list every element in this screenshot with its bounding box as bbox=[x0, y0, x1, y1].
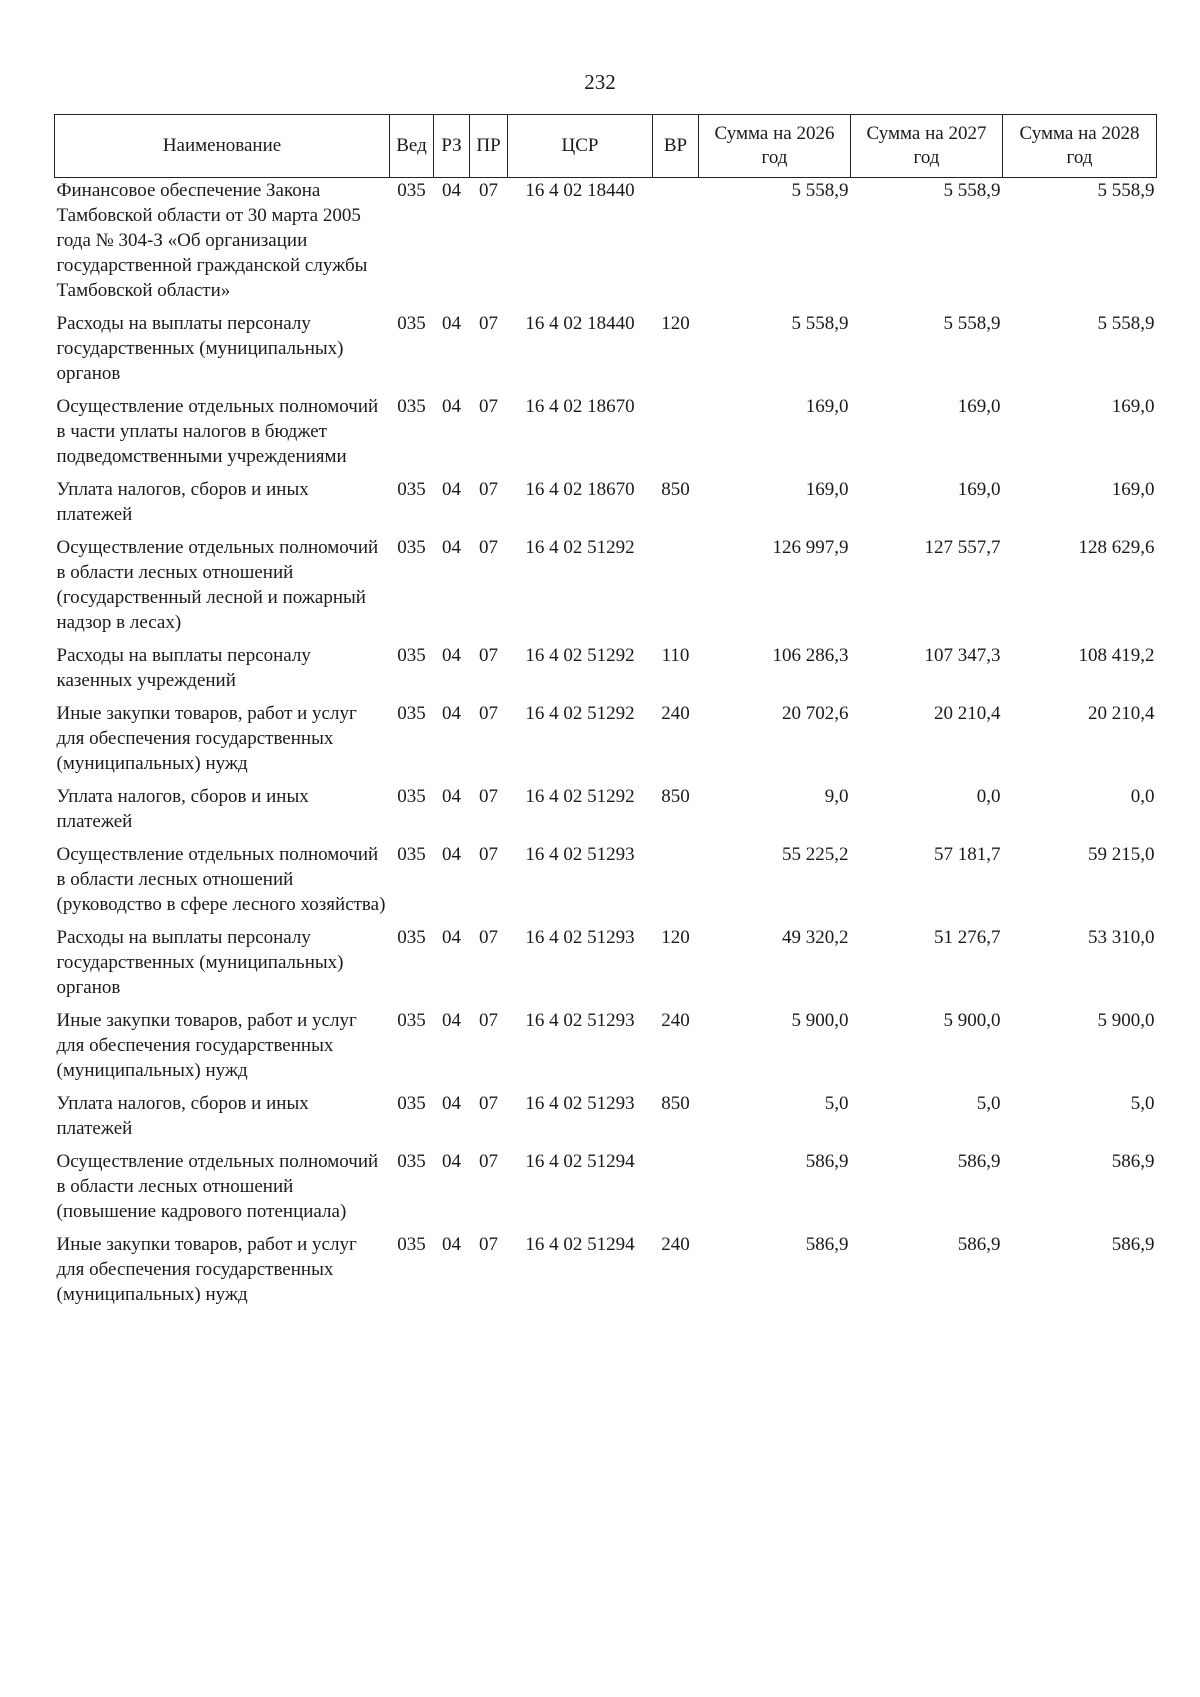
cell-name: Финансовое обеспечение Закона Тамбовской области от 30 марта 2005 года № 304-З «Об организации государственной гражданской службы Тамбовской области» bbox=[56, 180, 368, 301]
cell-sum-2027: 5 558,9 bbox=[943, 180, 1001, 201]
table-row bbox=[55, 925, 1157, 1008]
cell-rz: 04 bbox=[442, 786, 461, 807]
cell-csr: 16 4 02 51293 bbox=[525, 927, 635, 948]
table-body bbox=[55, 178, 1157, 1316]
cell-sum-2027: 20 210,4 bbox=[934, 703, 1001, 724]
cell-ved: 035 bbox=[397, 537, 426, 558]
cell-sum-2028: 59 215,0 bbox=[1088, 844, 1155, 865]
cell-ved: 035 bbox=[397, 313, 426, 334]
cell-ved: 035 bbox=[397, 1010, 426, 1031]
table-row bbox=[55, 784, 1157, 842]
cell-sum-2026: 5 558,9 bbox=[791, 180, 849, 201]
header-sum-2027: Сумма на 2027 год bbox=[851, 115, 1003, 178]
cell-csr: 16 4 02 18440 bbox=[525, 313, 635, 334]
cell-rz: 04 bbox=[442, 1151, 461, 1172]
cell-pr: 07 bbox=[479, 396, 498, 417]
cell-sum-2027: 57 181,7 bbox=[934, 844, 1001, 865]
header-ved: Вед bbox=[390, 115, 434, 178]
cell-sum-2026: 106 286,3 bbox=[772, 645, 849, 666]
cell-pr: 07 bbox=[479, 180, 498, 201]
cell-sum-2028: 5 558,9 bbox=[1097, 313, 1155, 334]
cell-rz: 04 bbox=[442, 1093, 461, 1114]
cell-ved: 035 bbox=[397, 180, 426, 201]
cell-sum-2028: 0,0 bbox=[1130, 786, 1155, 807]
cell-name: Иные закупки товаров, работ и услуг для обеспечения государственных (муниципальных) нужд bbox=[56, 703, 357, 774]
cell-rz: 04 bbox=[442, 1234, 461, 1255]
cell-name: Осуществление отдельных полномочий в области лесных отношений (государственный лесной и пожарный надзор в лесах) bbox=[56, 537, 379, 633]
cell-sum-2028: 586,9 bbox=[1111, 1151, 1155, 1172]
table-row bbox=[55, 535, 1157, 643]
cell-csr: 16 4 02 18670 bbox=[525, 396, 635, 417]
cell-rz: 04 bbox=[442, 703, 461, 724]
cell-rz: 04 bbox=[442, 1010, 461, 1031]
cell-sum-2028: 5 900,0 bbox=[1097, 1010, 1155, 1031]
cell-sum-2026: 55 225,2 bbox=[782, 844, 849, 865]
header-vr: ВР bbox=[653, 115, 699, 178]
cell-sum-2026: 5,0 bbox=[824, 1093, 849, 1114]
cell-pr: 07 bbox=[479, 313, 498, 334]
cell-rz: 04 bbox=[442, 927, 461, 948]
header-rz: РЗ bbox=[434, 115, 470, 178]
table-row bbox=[55, 178, 1157, 312]
cell-vr bbox=[653, 535, 699, 643]
cell-sum-2027: 0,0 bbox=[976, 786, 1001, 807]
cell-vr: 110 bbox=[661, 645, 690, 666]
cell-sum-2028: 169,0 bbox=[1111, 396, 1155, 417]
cell-name: Осуществление отдельных полномочий в области лесных отношений (повышение кадрового потенциала) bbox=[56, 1151, 379, 1222]
cell-rz: 04 bbox=[442, 313, 461, 334]
cell-sum-2027: 169,0 bbox=[957, 479, 1001, 500]
cell-sum-2028: 5,0 bbox=[1130, 1093, 1155, 1114]
header-csr: ЦСР bbox=[508, 115, 653, 178]
header-sum-2026: Сумма на 2026 год bbox=[699, 115, 851, 178]
cell-vr bbox=[653, 842, 699, 925]
cell-pr: 07 bbox=[479, 1010, 498, 1031]
cell-name: Осуществление отдельных полномочий в области лесных отношений (руководство в сфере лесного хозяйства) bbox=[56, 844, 386, 915]
cell-sum-2026: 586,9 bbox=[805, 1151, 849, 1172]
cell-csr: 16 4 02 51294 bbox=[525, 1151, 635, 1172]
cell-sum-2027: 586,9 bbox=[957, 1151, 1001, 1172]
cell-sum-2028: 128 629,6 bbox=[1078, 537, 1155, 558]
cell-pr: 07 bbox=[479, 479, 498, 500]
cell-vr: 240 bbox=[661, 1234, 690, 1255]
cell-pr: 07 bbox=[479, 1234, 498, 1255]
cell-vr: 240 bbox=[661, 1010, 690, 1031]
cell-pr: 07 bbox=[479, 703, 498, 724]
cell-sum-2026: 20 702,6 bbox=[782, 703, 849, 724]
cell-pr: 07 bbox=[479, 537, 498, 558]
cell-sum-2027: 127 557,7 bbox=[924, 537, 1001, 558]
cell-ved: 035 bbox=[397, 703, 426, 724]
table-row bbox=[55, 842, 1157, 925]
table-row bbox=[55, 1091, 1157, 1149]
cell-vr bbox=[653, 178, 699, 312]
cell-sum-2026: 126 997,9 bbox=[772, 537, 849, 558]
cell-ved: 035 bbox=[397, 645, 426, 666]
cell-sum-2027: 5 558,9 bbox=[943, 313, 1001, 334]
cell-ved: 035 bbox=[397, 844, 426, 865]
cell-rz: 04 bbox=[442, 645, 461, 666]
cell-sum-2026: 9,0 bbox=[824, 786, 849, 807]
cell-name: Иные закупки товаров, работ и услуг для обеспечения государственных (муниципальных) нужд bbox=[56, 1010, 357, 1081]
cell-vr: 240 bbox=[661, 703, 690, 724]
cell-sum-2027: 5 900,0 bbox=[943, 1010, 1001, 1031]
cell-rz: 04 bbox=[442, 180, 461, 201]
cell-pr: 07 bbox=[479, 927, 498, 948]
cell-csr: 16 4 02 51293 bbox=[525, 844, 635, 865]
cell-name: Расходы на выплаты персоналу казенных учреждений bbox=[56, 645, 311, 691]
cell-pr: 07 bbox=[479, 645, 498, 666]
table-row bbox=[55, 394, 1157, 477]
cell-sum-2028: 586,9 bbox=[1111, 1234, 1155, 1255]
cell-sum-2028: 20 210,4 bbox=[1088, 703, 1155, 724]
cell-ved: 035 bbox=[397, 479, 426, 500]
cell-sum-2028: 169,0 bbox=[1111, 479, 1155, 500]
cell-sum-2027: 107 347,3 bbox=[924, 645, 1001, 666]
header-sum-2028: Сумма на 2028 год bbox=[1003, 115, 1157, 178]
cell-vr: 120 bbox=[661, 927, 690, 948]
cell-name: Уплата налогов, сборов и иных платежей bbox=[56, 1093, 309, 1139]
cell-sum-2026: 169,0 bbox=[805, 479, 849, 500]
cell-vr: 850 bbox=[661, 479, 690, 500]
cell-sum-2026: 586,9 bbox=[805, 1234, 849, 1255]
cell-ved: 035 bbox=[397, 396, 426, 417]
cell-vr bbox=[653, 394, 699, 477]
cell-sum-2026: 49 320,2 bbox=[782, 927, 849, 948]
cell-vr: 120 bbox=[661, 313, 690, 334]
cell-csr: 16 4 02 18670 bbox=[525, 479, 635, 500]
cell-ved: 035 bbox=[397, 786, 426, 807]
cell-csr: 16 4 02 51293 bbox=[525, 1093, 635, 1114]
cell-csr: 16 4 02 51292 bbox=[525, 537, 635, 558]
table-row bbox=[55, 1008, 1157, 1091]
cell-sum-2027: 586,9 bbox=[957, 1234, 1001, 1255]
cell-sum-2027: 51 276,7 bbox=[934, 927, 1001, 948]
cell-name: Расходы на выплаты персоналу государственных (муниципальных) органов bbox=[56, 927, 344, 998]
cell-ved: 035 bbox=[397, 1093, 426, 1114]
cell-vr bbox=[653, 1149, 699, 1232]
cell-sum-2026: 5 900,0 bbox=[791, 1010, 849, 1031]
table-row bbox=[55, 477, 1157, 535]
cell-name: Иные закупки товаров, работ и услуг для обеспечения государственных (муниципальных) нужд bbox=[56, 1234, 357, 1305]
table-row bbox=[55, 311, 1157, 394]
cell-ved: 035 bbox=[397, 927, 426, 948]
cell-pr: 07 bbox=[479, 786, 498, 807]
cell-ved: 035 bbox=[397, 1151, 426, 1172]
header-name: Наименование bbox=[55, 115, 390, 178]
cell-csr: 16 4 02 51292 bbox=[525, 786, 635, 807]
cell-pr: 07 bbox=[479, 844, 498, 865]
cell-name: Уплата налогов, сборов и иных платежей bbox=[56, 479, 309, 525]
cell-name: Расходы на выплаты персоналу государственных (муниципальных) органов bbox=[56, 313, 344, 384]
cell-csr: 16 4 02 51294 bbox=[525, 1234, 635, 1255]
table-row bbox=[55, 643, 1157, 701]
cell-rz: 04 bbox=[442, 537, 461, 558]
table-row bbox=[55, 701, 1157, 784]
page-number: 232 bbox=[584, 70, 616, 94]
cell-sum-2026: 169,0 bbox=[805, 396, 849, 417]
cell-sum-2028: 5 558,9 bbox=[1097, 180, 1155, 201]
cell-rz: 04 bbox=[442, 479, 461, 500]
cell-pr: 07 bbox=[479, 1093, 498, 1114]
cell-sum-2027: 169,0 bbox=[957, 396, 1001, 417]
cell-name: Уплата налогов, сборов и иных платежей bbox=[56, 786, 309, 832]
cell-name: Осуществление отдельных полномочий в части уплаты налогов в бюджет подведомственными учреждениями bbox=[56, 396, 379, 467]
table-header-row bbox=[55, 115, 1157, 178]
table-row bbox=[55, 1149, 1157, 1232]
cell-rz: 04 bbox=[442, 844, 461, 865]
cell-csr: 16 4 02 51292 bbox=[525, 645, 635, 666]
cell-pr: 07 bbox=[479, 1151, 498, 1172]
header-pr: ПР bbox=[470, 115, 508, 178]
cell-sum-2028: 53 310,0 bbox=[1088, 927, 1155, 948]
cell-ved: 035 bbox=[397, 1234, 426, 1255]
cell-csr: 16 4 02 51292 bbox=[525, 703, 635, 724]
table-row bbox=[55, 1232, 1157, 1315]
cell-csr: 16 4 02 51293 bbox=[525, 1010, 635, 1031]
cell-vr: 850 bbox=[661, 786, 690, 807]
cell-sum-2026: 5 558,9 bbox=[791, 313, 849, 334]
cell-sum-2028: 108 419,2 bbox=[1078, 645, 1155, 666]
cell-vr: 850 bbox=[661, 1093, 690, 1114]
cell-rz: 04 bbox=[442, 396, 461, 417]
budget-table bbox=[54, 114, 1157, 1315]
cell-sum-2027: 5,0 bbox=[976, 1093, 1001, 1114]
cell-csr: 16 4 02 18440 bbox=[525, 180, 635, 201]
